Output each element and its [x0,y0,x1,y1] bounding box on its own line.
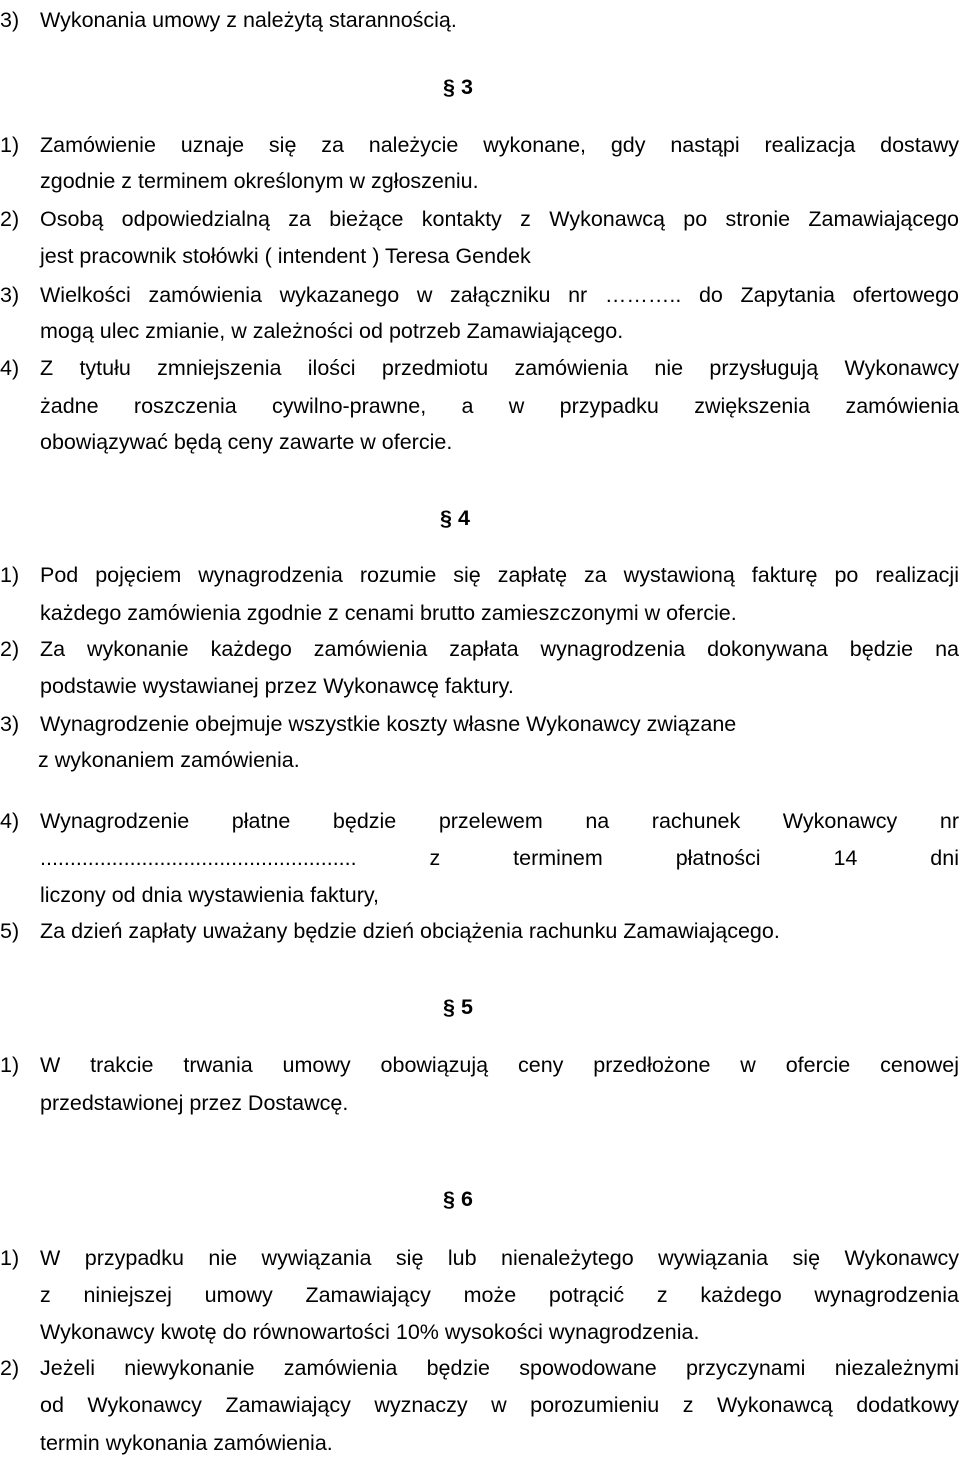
item-text: przedstawionej przez Dostawcę. [40,1091,349,1115]
item-text: Wynagrodzenie płatne będzie przelewem na rachunek Wykonawcy nr [40,809,959,833]
item-text: ..................................................... z terminem płatności 14 dni [40,846,959,870]
item-text: Zamówienie uznaje się za należycie wykonane, gdy nastąpi realizacja dostawy [40,133,959,157]
item-text: obowiązywać będą ceny zawarte w ofercie. [40,430,453,454]
item-text: Jeżeli niewykonanie zamówienia będzie spowodowane przyczynami niezależnymi [40,1356,959,1380]
item-text: Z tytułu zmniejszenia ilości przedmiotu zamówienia nie przysługują Wykonawcy [40,356,959,380]
item-text: liczony od dnia wystawienia faktury, [40,883,379,907]
item-text: podstawie wystawianej przez Wykonawcę faktury. [40,674,514,698]
item-number: 3) [0,712,20,736]
item-text: z wykonaniem zamówienia. [38,748,300,772]
item-text: Wielkości zamówienia wykazanego w załączniku nr ……….. do Zapytania ofertowego [40,283,959,307]
item-number: 1) [0,563,20,587]
item-number: 3) [0,8,20,32]
item-number: 2) [0,207,20,231]
item-number: 4) [0,356,20,380]
item-text: Za dzień zapłaty uważany będzie dzień obciążenia rachunku Zamawiającego. [40,919,780,943]
item-text: W trakcie trwania umowy obowiązują ceny przedłożone w ofercie cenowej [40,1053,959,1077]
item-text: Za wykonanie każdego zamówienia zapłata wynagrodzenia dokonywana będzie na [40,637,959,661]
section-heading-3: § 3 [443,75,473,99]
item-text: Wykonania umowy z należytą starannością. [40,8,457,32]
item-text: Pod pojęciem wynagrodzenia rozumie się zapłatę za wystawioną fakturę po realizacji [40,563,959,587]
item-number: 1) [0,1053,20,1077]
item-number: 1) [0,1246,20,1270]
section-heading-5: § 5 [443,995,473,1019]
item-number: 1) [0,133,20,157]
item-number: 2) [0,637,20,661]
item-text: Wynagrodzenie obejmuje wszystkie koszty własne Wykonawcy związane [40,712,737,736]
section-heading-6: § 6 [443,1187,473,1211]
item-text: od Wykonawcy Zamawiający wyznaczy w porozumieniu z Wykonawcą dodatkowy [40,1393,959,1417]
item-text: Wykonawcy kwotę do równowartości 10% wysokości wynagrodzenia. [40,1320,700,1344]
item-text: Osobą odpowiedzialną za bieżące kontakty z Wykonawcą po stronie Zamawiającego [40,207,959,231]
item-number: 3) [0,283,20,307]
item-text: termin wykonania zamówienia. [40,1431,333,1455]
item-text: z niniejszej umowy Zamawiający może potrącić z każdego wynagrodzenia [40,1283,959,1307]
item-text: W przypadku nie wywiązania się lub nienależytego wywiązania się Wykonawcy [40,1246,959,1270]
item-text: zgodnie z terminem określonym w zgłoszeniu. [40,169,479,193]
item-number: 2) [0,1356,20,1380]
item-number: 4) [0,809,20,833]
item-text: każdego zamówienia zgodnie z cenami brutto zamieszczonymi w ofercie. [40,601,737,625]
item-text: jest pracownik stołówki ( intendent ) Teresa Gendek [40,244,531,268]
item-number: 5) [0,919,20,943]
item-text: mogą ulec zmianie, w zależności od potrzeb Zamawiającego. [40,319,624,343]
section-heading-4: § 4 [440,506,470,530]
item-text: żadne roszczenia cywilno-prawne, a w przypadku zwiększenia zamówienia [40,394,959,418]
